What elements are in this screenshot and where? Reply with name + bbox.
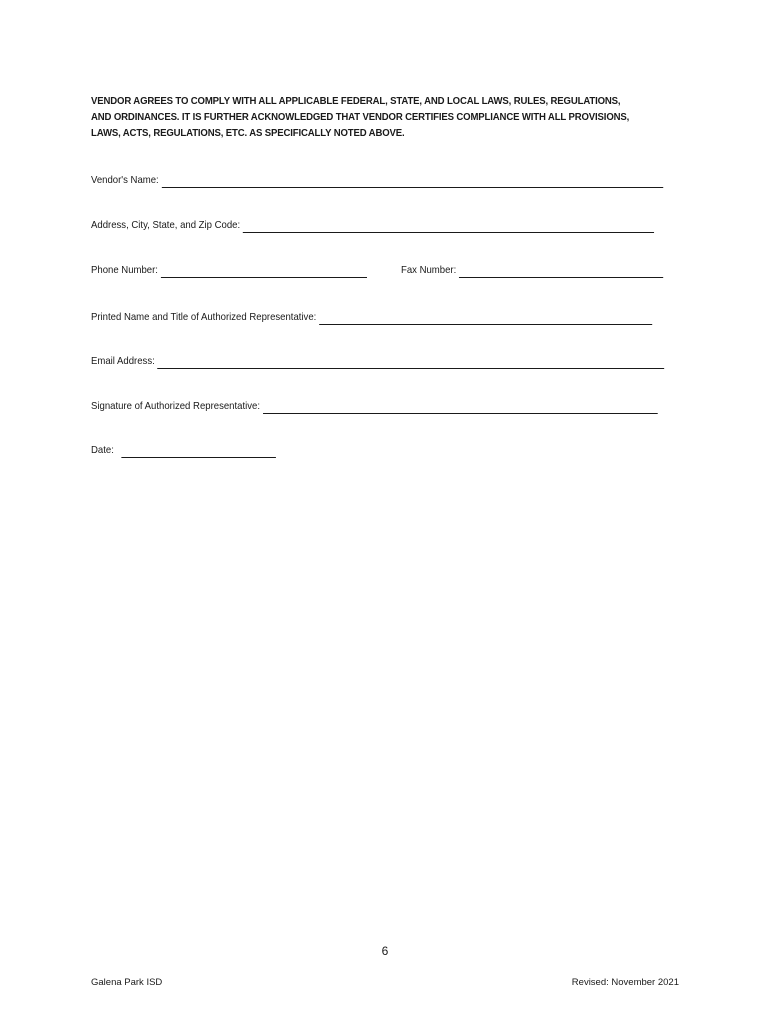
date-field[interactable] bbox=[121, 447, 276, 458]
email-row bbox=[91, 355, 664, 369]
address-field[interactable] bbox=[243, 222, 654, 233]
representative-label: Printed Name and Title of Authorized Representative: bbox=[91, 312, 317, 323]
page-number: 6 bbox=[381, 944, 389, 958]
fax-label: Fax Number: bbox=[401, 265, 457, 276]
phone-label: Phone Number: bbox=[91, 265, 158, 276]
vendor-name-field[interactable] bbox=[161, 177, 662, 188]
email-field[interactable] bbox=[158, 358, 665, 369]
signature-row bbox=[91, 400, 657, 414]
signature-field[interactable] bbox=[263, 403, 658, 414]
representative-row bbox=[91, 311, 652, 325]
date-label: Date: bbox=[91, 445, 114, 456]
phone-field[interactable] bbox=[161, 267, 367, 278]
vendor-name-label: Vendor's Name: bbox=[91, 175, 159, 186]
vendor-name-row bbox=[91, 174, 663, 188]
fax-field[interactable] bbox=[459, 267, 663, 278]
agreement-line-2: AND ORDINANCES. IT IS FURTHER ACKNOWLEDGED THAT VENDOR CERTIFIES COMPLIANCE WITH ALL PROVISIONS, bbox=[91, 112, 630, 123]
date-row bbox=[91, 444, 276, 458]
representative-field[interactable] bbox=[319, 314, 652, 325]
agreement-statement bbox=[91, 94, 686, 142]
fax-row bbox=[401, 264, 663, 278]
agreement-line-1: VENDOR AGREES TO COMPLY WITH ALL APPLICABLE FEDERAL, STATE, AND LOCAL LAWS, RULES, REGULATIONS, bbox=[91, 96, 621, 107]
address-row bbox=[91, 219, 654, 233]
phone-row bbox=[91, 264, 367, 278]
agreement-line-3: LAWS, ACTS, REGULATIONS, ETC. AS SPECIFICALLY NOTED ABOVE. bbox=[91, 128, 405, 139]
signature-label: Signature of Authorized Representative: bbox=[91, 401, 260, 412]
email-label: Email Address: bbox=[91, 356, 155, 367]
address-label: Address, City, State, and Zip Code: bbox=[91, 220, 241, 231]
footer-organization: Galena Park ISD bbox=[91, 977, 163, 988]
footer-revision-date: Revised: November 2021 bbox=[571, 977, 679, 988]
